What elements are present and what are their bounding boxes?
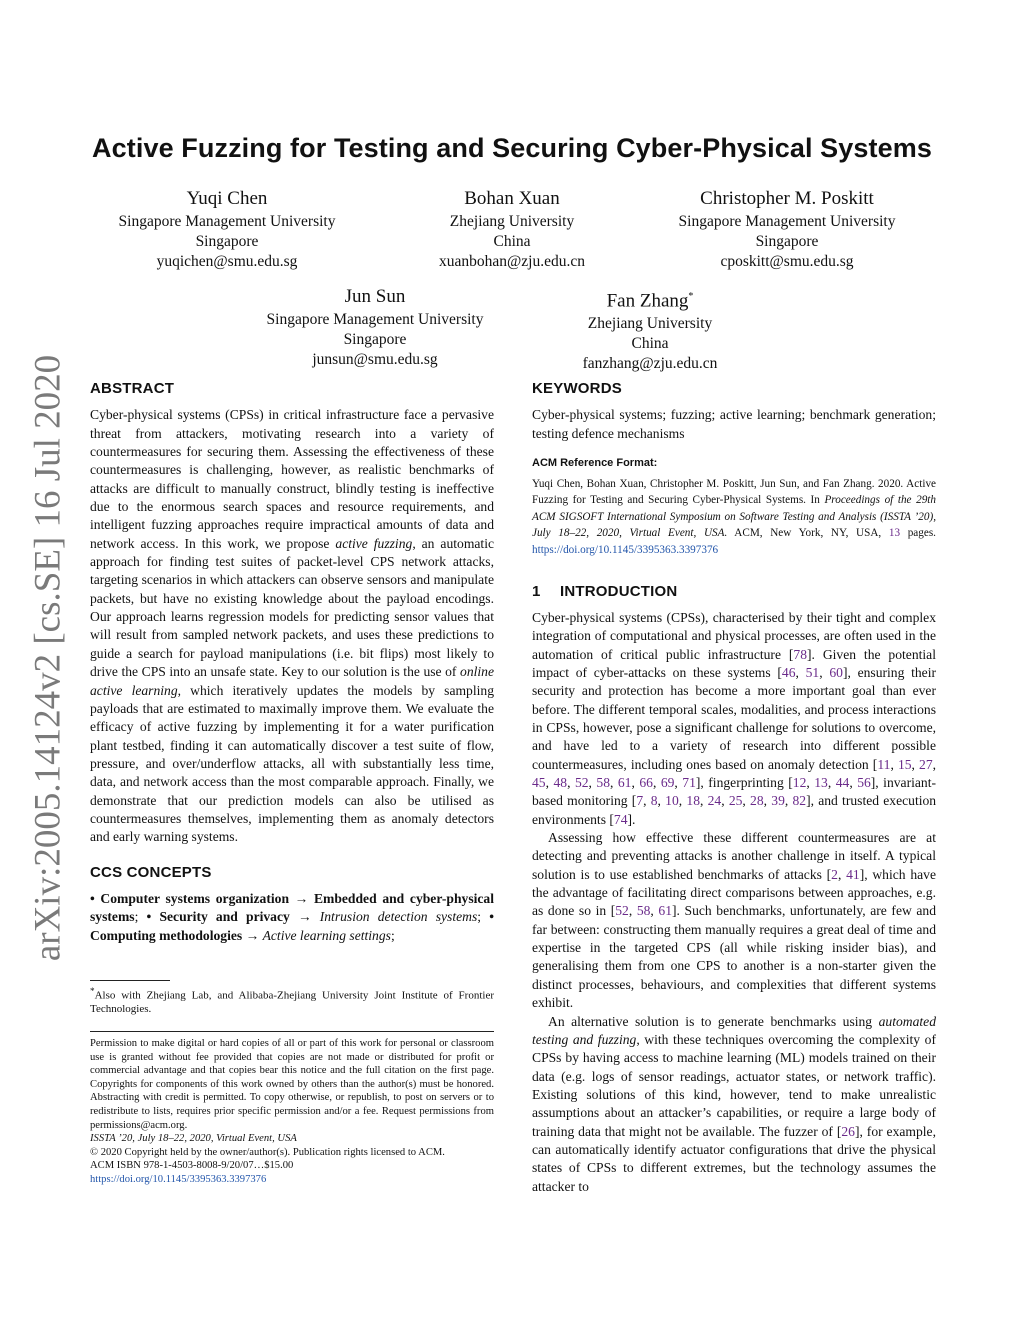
paragraph-text: ,	[678, 793, 687, 809]
paragraph-text: ,	[699, 793, 708, 809]
author-email: xuanbohan@zju.edu.cn	[439, 253, 585, 270]
permission-text: Permission to make digital or hard copies of all or part of this work for personal or classroom use is granted without fee provided that copies are not made or distributed for profit or commercial advantage and that copies bear this notice and the full citation on the first page. Copyrights for components of this work owned by others than the author(s) must be honored. Abstracting with credit is permitted. To copy otherwise, or republish, to post on servers or to redistribute to lists, requires prior specific permission and/or a fee. Request permissions from permissions@acm.org.	[90, 1038, 494, 1131]
citation-link[interactable]: 45	[532, 775, 546, 791]
paragraph-text: ,	[849, 775, 858, 791]
paragraph-text: ]. Given the potential impact of cyber-attacks on these systems [	[532, 646, 936, 680]
author-country: Singapore	[343, 331, 407, 348]
copyright-line: © 2020 Copyright held by the owner/author(s). Publication rights licensed to ACM.	[90, 1146, 445, 1158]
citation-link[interactable]: 71	[682, 775, 696, 791]
citation-link[interactable]: 48	[553, 775, 568, 791]
paragraph-text: ,	[742, 793, 751, 809]
author-block	[82, 187, 372, 272]
ccs-heading: CCS CONCEPTS	[90, 863, 212, 881]
citation-link[interactable]: 69	[660, 775, 675, 791]
citation-link[interactable]: 12	[792, 775, 807, 791]
paragraph-text: ,	[837, 866, 847, 882]
citation-link[interactable]: 66	[639, 775, 653, 791]
right-column	[532, 380, 936, 1196]
citation-link[interactable]: 28	[750, 793, 764, 809]
abstract-text: Cyber-physical systems (CPSs) in critical infrastructure face a pervasive threat from attackers, motivating research into a variety of countermeasures for securing them. Assessing the effectiveness of these countermeasures is challenging, however, as realistic benchmarks of attacks are difficult to manually construct, blindly testing is ineffective due to the enormous search spaces and resource requirements, and intelligent fuzzing approaches require impractical amounts of data and network access. In this work, we propose active fuzzing, an automatic approach for finding test suites of packet-level CPS network attacks, targeting scenarios in which attackers can observe sensors and manipulate packets, but have no existing knowledge about the payload encodings. Our approach learns regression models for predicting sensor values that will result from sampled network packets, and uses these predictions to guide a search for payload manipulations (i.e. bit flips) most likely to drive the CPS into an unsafe state. Key to our solution is the use of online active learning, which iteratively updates the models by sampling payloads that are estimated to maximally improve them. We evaluate the efficacy of active fuzzing by implementing it for a water purification plant testbed, finding it can automatically discover a test suite of flow, pressure, and over/underflow attacks, all with substantially less time, data, and network access than the most comparable approach. Finally, we demonstrate that our prediction models can also be utilised as countermeasures themselves, implementing them as anomaly detectors and early warning systems.	[90, 407, 495, 845]
author-block	[505, 285, 795, 374]
author-name: Bohan Xuan	[464, 188, 560, 209]
acm-reference-label: ACM Reference Format:	[532, 457, 658, 470]
author-affiliation: Singapore Management University	[678, 213, 896, 230]
citation-link[interactable]: 8	[650, 793, 658, 809]
paragraph-text: ,	[628, 903, 637, 919]
author-block	[230, 285, 520, 370]
footnote-mark: *	[90, 986, 95, 996]
author-country: Singapore	[195, 233, 259, 250]
acm-reference-doi[interactable]: https://doi.org/10.1145/3395363.3397376	[532, 544, 719, 556]
author-affiliation: Singapore Management University	[266, 311, 484, 328]
citation-link[interactable]: 52	[615, 903, 629, 919]
paragraph-text: ,	[631, 775, 640, 791]
paragraph-text: , with these techniques overcoming the complexity of CPSs by having access to machine learning (ML) models trained on their data (e.g. logs of sensor readings, actuator states, or network traffic). Existing solutions of this kind, however, tend to make unrealistic assumptions about an attacker’s capabilities, or require a large body of training data that might not be available. The fuzzer of [	[532, 1031, 937, 1139]
paragraph-text: ,	[652, 775, 661, 791]
author-name: Jun Sun	[344, 286, 406, 307]
citation-link[interactable]: 10	[665, 793, 679, 809]
paragraph-text: ,	[650, 903, 659, 919]
author-block	[642, 187, 932, 272]
citation-link[interactable]: 18	[686, 793, 700, 809]
paragraph-text: ,	[784, 793, 793, 809]
citation-link[interactable]: 24	[707, 793, 722, 809]
citation-link[interactable]: 58	[596, 775, 610, 791]
author-email: yuqichen@smu.edu.sg	[156, 253, 298, 270]
arxiv-stamp	[18, 354, 78, 961]
author-name: Fan Zhang	[606, 290, 689, 312]
keywords-text: Cyber-physical systems; fuzzing; active learning; benchmark generation; testing defence mechanisms	[532, 407, 936, 441]
paragraph-text: ,	[588, 775, 597, 791]
intro-heading: 1 INTRODUCTION	[532, 582, 678, 600]
paragraph-text: ], ensuring their security and protection has become a more important goal than ever before. The different temporal scales, modalities, and process interactions in CPSs, however, pose a significant challenge for solutions to overcome, and have led to a variety of research into different possible countermeasures, including ones based on anomaly detection [	[532, 664, 937, 772]
paragraph-text: ,	[657, 793, 666, 809]
citation-link[interactable]: 52	[574, 775, 589, 791]
ccs-text: • Computer systems organization → Embedded and cyber-physical systems; • Security and privacy → Intrusion detection systems; • Computing methodologies → Active learning settings;	[90, 890, 494, 943]
paragraph-text: ,	[567, 775, 575, 791]
citation-link[interactable]: 7	[636, 793, 644, 809]
author-country: Singapore	[755, 233, 819, 250]
citation-link[interactable]: 11	[877, 756, 891, 772]
acm-reference-text: Yuqi Chen, Bohan Xuan, Christopher M. Poskitt, Jun Sun, and Fan Zhang. 2020. Active Fuzzing for Testing and Securing Cyber-Physical Systems. In Proceedings of the 29th ACM SIGSOFT International Symposium on Software Testing and Analysis (ISSTA ’20), July 18–22, 2020, Virtual Event, USA. ACM, New York, NY, USA, 13 pages. https://doi.org/10.1145/3395363.3397376	[532, 477, 937, 556]
paragraph-text: ,	[545, 775, 554, 791]
author-country: China	[493, 233, 531, 250]
footnote-text: Also with Zhejiang Lab, and Alibaba-Zhejiang University Joint Institute of Frontier Technologies.	[90, 989, 494, 1016]
footnote-rule	[90, 980, 170, 981]
citation-link[interactable]: 13	[814, 775, 828, 791]
citation-link[interactable]: 78	[793, 646, 807, 662]
intro-paragraph	[532, 1013, 936, 1196]
paragraph-text: ,	[890, 756, 898, 772]
citation-link[interactable]: 74	[613, 811, 628, 827]
paragraph-text: ,	[911, 756, 920, 772]
paragraph-text: ,	[819, 664, 830, 680]
paper-title: Active Fuzzing for Testing and Securing Cyber-Physical Systems	[92, 133, 932, 163]
paragraph-text: ,	[721, 793, 729, 809]
citation-link[interactable]: 46	[781, 664, 796, 680]
permission-block	[90, 1037, 494, 1187]
paragraph-text: ], which have the advantage of facilitating direct comparisons between approaches, e.g. as done so in [	[532, 866, 936, 919]
author-affiliation: Singapore Management University	[118, 213, 336, 230]
author-email: fanzhang@zju.edu.cn	[582, 355, 718, 373]
arxiv-stamp-text: arXiv:2005.14124v2 [cs.SE] 16 Jul 2020	[27, 354, 69, 961]
citation-link[interactable]: 82	[792, 793, 807, 809]
author-country: China	[631, 335, 669, 353]
left-column	[90, 380, 494, 945]
permission-rule	[90, 1031, 494, 1032]
citation-link[interactable]: 60	[829, 664, 843, 680]
author-block	[367, 187, 657, 272]
author-affiliation: Zhejiang University	[449, 213, 575, 230]
citation-link[interactable]: 25	[728, 793, 743, 809]
keywords-heading: KEYWORDS	[532, 380, 622, 397]
footnote-mark: *	[688, 291, 694, 302]
citation-link[interactable]: 15	[897, 756, 912, 772]
emphasis-text: automated testing and fuzzing	[532, 1013, 936, 1047]
paragraph-text: Assessing how effective these different countermeasures are at detecting and preventing attacks is another challenge in itself. A typical solution is to use established benchmarks of attacks [	[532, 830, 936, 882]
paragraph-text: ].	[627, 811, 636, 827]
doi-link[interactable]: https://doi.org/10.1145/3395363.3397376	[90, 1173, 267, 1185]
citation-link[interactable]: 39	[771, 793, 785, 809]
citation-link[interactable]: 61	[617, 775, 632, 791]
paragraph-text: ,	[763, 793, 772, 809]
paragraph-text: ], and trusted execution environments [	[532, 793, 937, 827]
paragraph-text: ,	[932, 756, 937, 772]
isbn-line: ACM ISBN 978-1-4503-8008-9/20/07…$15.00	[90, 1160, 294, 1172]
citation-link[interactable]: 2	[831, 866, 838, 882]
venue-line: ISSTA ’20, July 18–22, 2020, Virtual Event, USA	[90, 1133, 297, 1145]
citation-link[interactable]: 44	[835, 775, 850, 791]
citation-link[interactable]: 41	[846, 866, 860, 882]
citation-link[interactable]: 61	[658, 903, 672, 919]
paragraph-text: Cyber-physical systems (CPSs), characterised by their tight and complex integration of computational and physical processes, are often used in the automation of critical public infrastructure [	[532, 609, 936, 662]
paragraph-text: ,	[643, 793, 651, 809]
paragraph-text: ,	[674, 775, 683, 791]
citation-link[interactable]: 58	[636, 903, 651, 919]
paragraph-text: ,	[610, 775, 618, 791]
acm-reference	[532, 455, 936, 559]
citation-link[interactable]: 26	[841, 1123, 855, 1139]
paragraph-text: ], fingerprinting [	[695, 775, 793, 791]
author-name: Yuqi Chen	[186, 188, 268, 209]
paragraph-text: An alternative solution is to generate benchmarks using	[548, 1013, 879, 1029]
paragraph-text: ], invariant-based monitoring [	[532, 775, 937, 809]
paragraph-text: ]. Such benchmarks, unfortunately, are few and far between: constructing them manually requires a great deal of time and expertise in the targeted CPS (all while risking insider bias), and generalising them from one CPS to another is a non-starter given the distinct processes, behaviours, and complexities that different systems exhibit.	[532, 903, 937, 1011]
intro-paragraph	[532, 609, 936, 829]
paragraph-text: ,	[827, 775, 836, 791]
author-email: junsun@smu.edu.sg	[312, 351, 438, 368]
intro-paragraph	[532, 829, 936, 1012]
citation-link[interactable]: 56	[857, 775, 871, 791]
author-name: Christopher M. Poskitt	[700, 188, 874, 209]
abstract-heading: ABSTRACT	[90, 380, 175, 397]
paragraph-text: ,	[795, 664, 806, 680]
author-affiliation: Zhejiang University	[587, 315, 713, 333]
citation-link[interactable]: 27	[919, 756, 933, 772]
paragraph-text: ], for example, can automatically identify actuator configurations that drive the physical states of CPSs to different extremes, but the technology assumes the attacker to	[532, 1123, 936, 1194]
footnote	[90, 985, 494, 1017]
paragraph-text: ,	[806, 775, 815, 791]
citation-link[interactable]: 51	[805, 664, 820, 680]
author-email: cposkitt@smu.edu.sg	[720, 253, 854, 270]
